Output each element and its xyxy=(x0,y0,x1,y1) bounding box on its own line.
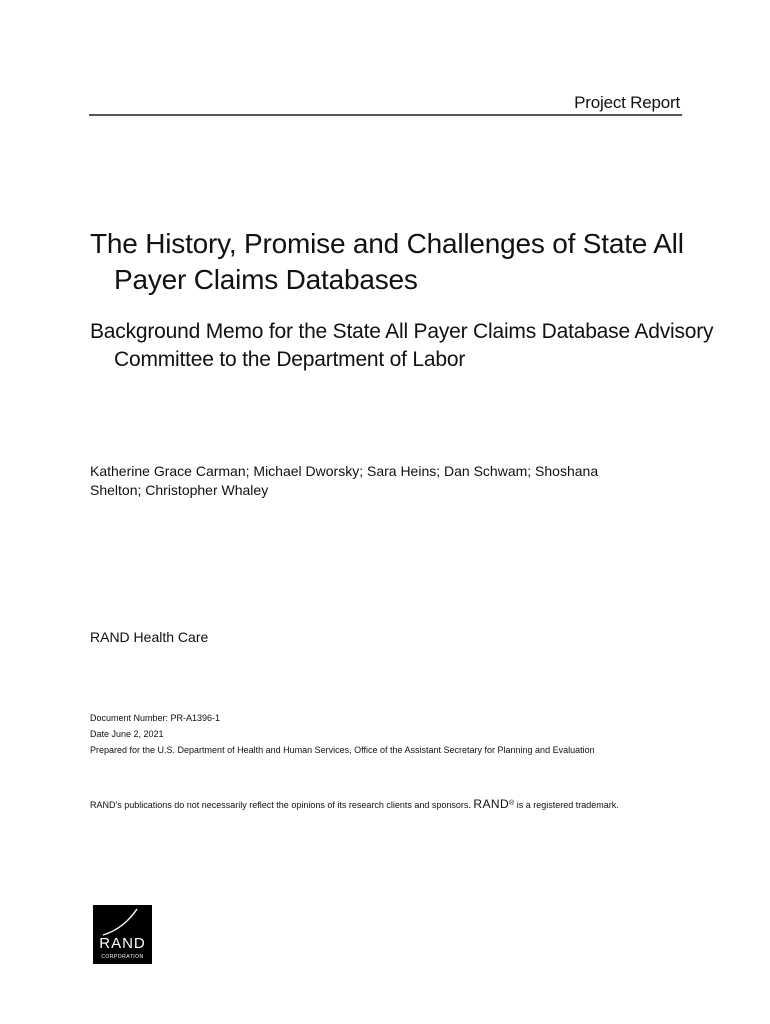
prepared-for-statement: Prepared for the U.S. Department of Health and Human Services, Office of the Assistant Secretary for Planning and Evaluation xyxy=(90,745,595,755)
document-date: Date June 2, 2021 xyxy=(90,729,164,739)
header-divider xyxy=(89,114,682,116)
rand-logo-icon xyxy=(93,905,152,964)
document-title: The History, Promise and Challenges of State All Payer Claims Databases xyxy=(90,228,684,295)
research-unit: RAND Health Care xyxy=(90,629,209,645)
trademark-mark: ® xyxy=(509,800,515,807)
disclaimer-text-after: is a registered trademark. xyxy=(514,800,619,810)
disclaimer xyxy=(90,797,619,811)
author-list: Katherine Grace Carman; Michael Dworsky; Sara Heins; Dan Schwam; Shoshana Shelton; Christopher Whaley xyxy=(90,463,599,498)
disclaimer-text-before: RAND's publications do not necessarily reflect the opinions of its research clients and sponsors. xyxy=(90,800,474,810)
document-subtitle: Background Memo for the State All Payer Claims Database Advisory Committee to the Department of Labor xyxy=(90,320,714,371)
document-metadata xyxy=(90,710,595,758)
rand-wordmark: RAND xyxy=(473,797,510,811)
report-type-label: Project Report xyxy=(574,93,680,112)
logo-name: RAND xyxy=(99,935,146,952)
logo-subtitle: CORPORATION xyxy=(101,954,144,960)
document-number: Document Number: PR-A1396-1 xyxy=(90,713,221,723)
